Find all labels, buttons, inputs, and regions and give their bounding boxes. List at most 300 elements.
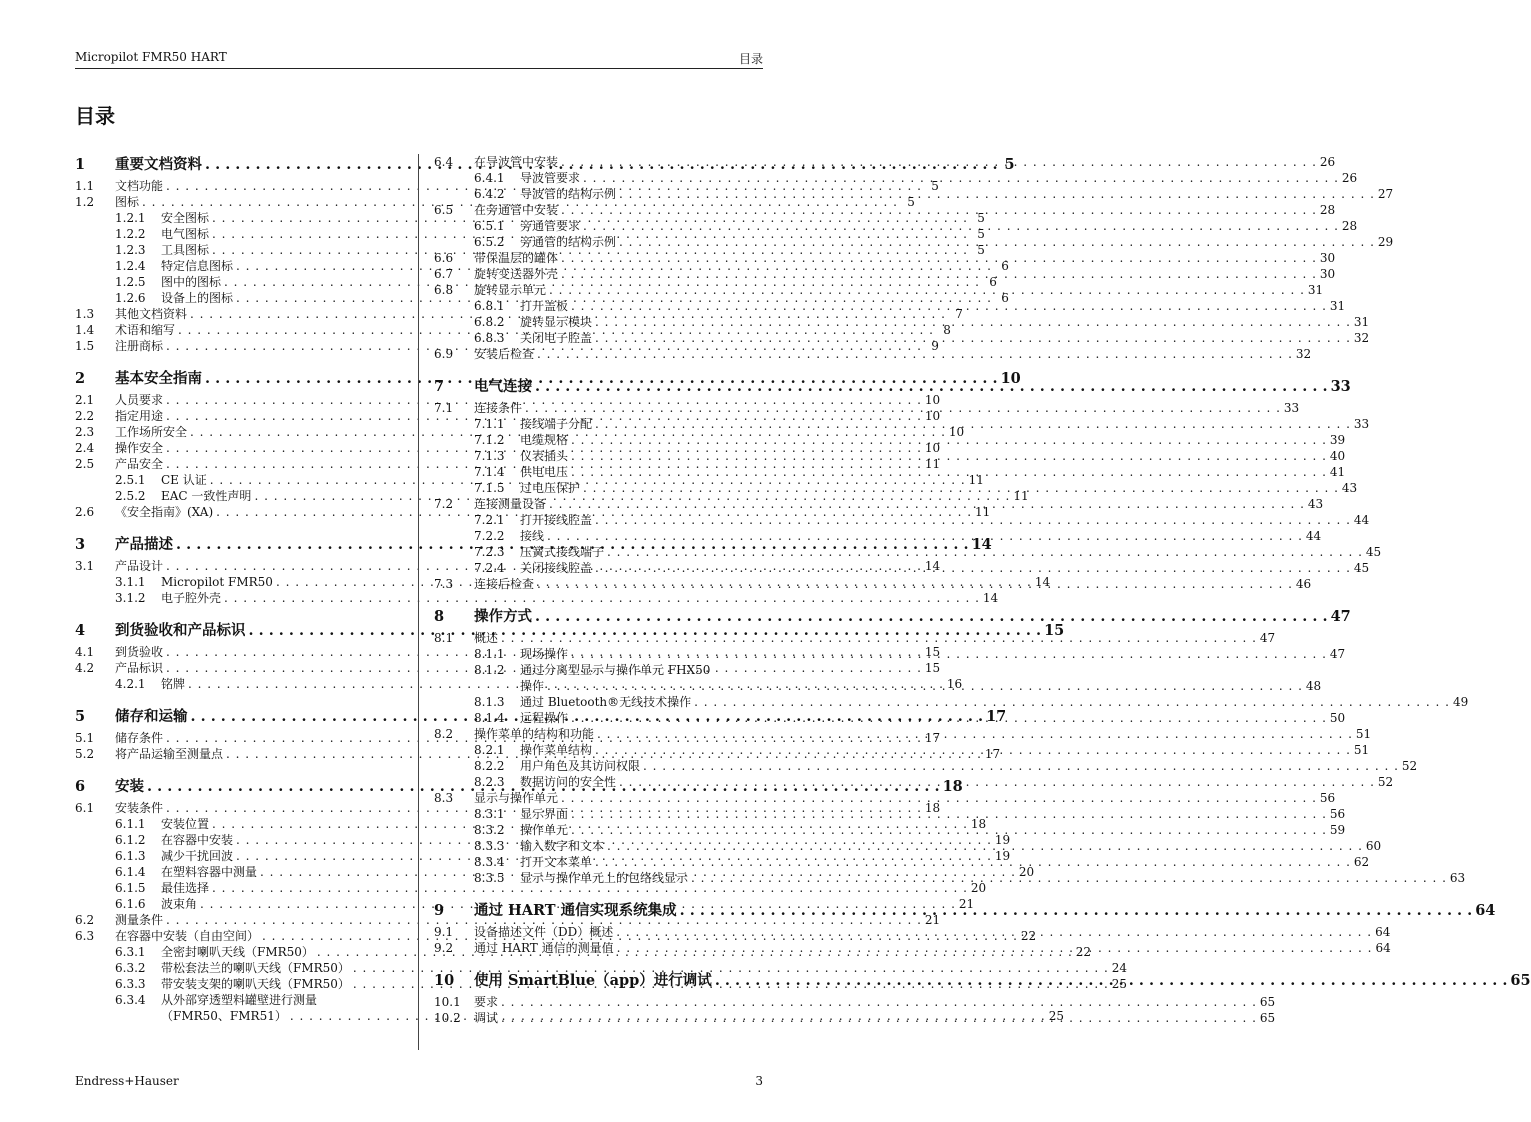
toc-entry-title: 电气连接: [474, 378, 532, 395]
toc-entry-page: 24: [1111, 961, 1128, 975]
toc-entry-number: 5: [75, 708, 86, 725]
toc-entry-title: 操作安全: [115, 441, 164, 455]
toc-entry-title: 测量条件: [115, 913, 164, 927]
toc-entry-title: 减少干扰回波: [161, 849, 234, 863]
toc-entry-number: 6.8.3: [474, 331, 505, 345]
toc-entry-page: 26: [1319, 155, 1336, 169]
toc-leader-dots: [501, 1010, 1257, 1026]
toc-entry-title: 特定信息图标: [161, 259, 234, 273]
toc-entry-number: 6.8.2: [474, 315, 505, 329]
toc-entry-page: 48: [1305, 679, 1322, 693]
toc-entry-number: 1.3: [75, 307, 95, 321]
toc-entry-title: 《安全指南》(XA): [115, 505, 214, 519]
toc-entry-number: 6.6: [434, 251, 454, 265]
toc-entry-number: 8.2.3: [474, 775, 505, 789]
toc-entry-sub[interactable]: [434, 186, 1394, 202]
toc-entry-number: 9.1: [434, 925, 454, 939]
header-section-name: 目录: [738, 52, 763, 66]
toc-leader-dots: [537, 576, 1293, 592]
toc-entry-page: 33: [1283, 401, 1300, 415]
toc-entry-title: 现场操作: [520, 647, 569, 661]
toc-entry-number: 1.4: [75, 323, 95, 337]
toc-entry-page: 45: [1365, 545, 1382, 559]
toc-entry-title: 接线: [520, 529, 545, 543]
toc-leader-dots: [561, 266, 1317, 282]
toc-entry-page: 26: [1341, 171, 1358, 185]
toc-entry-page: 30: [1319, 251, 1336, 265]
toc-entry-number: 1.2: [75, 195, 95, 209]
toc-entry-title: 设备上的图标: [161, 291, 234, 305]
toc-entry-title: 旁通管的结构示例: [520, 235, 617, 249]
toc-entry-title: 带松套法兰的喇叭天线（FMR50）: [161, 961, 350, 975]
toc-entry-title: 通过分离型显示与操作单元 FHX50: [520, 663, 711, 677]
toc-entry-number: 2.3: [75, 425, 95, 439]
toc-entry-page: 10: [1000, 370, 1021, 387]
toc-leader-dots: [595, 416, 1351, 432]
toc-entry-page: 28: [1341, 219, 1358, 233]
toc-leader-dots: [619, 186, 1375, 202]
toc-leader-dots: [561, 202, 1317, 218]
toc-entry-title: 输入数字和文本: [520, 839, 605, 853]
toc-leader-dots: [547, 528, 1303, 544]
toc-entry-title: 显示与操作单元上的包络线显示: [520, 871, 689, 885]
toc-entry-page: 51: [1353, 743, 1370, 757]
toc-entry-number: 8.3.2: [474, 823, 505, 837]
toc-entry-number: 10.2: [434, 1011, 461, 1025]
toc-entry-page: 46: [1295, 577, 1312, 591]
toc-entry-number: 1.2.3: [115, 243, 146, 257]
toc-entry-title: 仪表插头: [520, 449, 569, 463]
toc-entry-title: 通过 HART 通信实现系统集成: [474, 902, 677, 919]
toc-entry-page: 32: [1353, 331, 1370, 345]
toc-entry-title: 带安装支架的喇叭天线（FMR50）: [161, 977, 350, 991]
toc-entry-sub[interactable]: [75, 992, 405, 1008]
toc-entry-number: 6.5.1: [474, 219, 505, 233]
toc-leader-dots: [571, 822, 1327, 838]
toc-entry-number: 3.1: [75, 559, 95, 573]
toc-entry-page: 51: [1355, 727, 1372, 741]
toc-entry-sub[interactable]: [434, 314, 1370, 330]
toc-entry-page: 5: [977, 211, 985, 225]
toc-entry-title: 产品安全: [115, 457, 164, 471]
toc-entry-number: 6.3.2: [115, 961, 146, 975]
toc-entry-page: 33: [1330, 378, 1351, 395]
toc-entry-page: 64: [1475, 902, 1496, 919]
toc-entry-sec[interactable]: [434, 994, 1276, 1010]
toc-entry-title-continued: 操作: [520, 679, 545, 693]
toc-entry-title: 图中的图标: [161, 275, 222, 289]
toc-entry-title: 在导波管中安装: [474, 155, 559, 169]
toc-entry-number: 6.8.1: [474, 299, 505, 313]
toc-entry-page: 10: [924, 393, 941, 407]
toc-entry-number: 4.2: [75, 661, 95, 675]
toc-entry-title: 压簧式接线端子: [520, 545, 605, 559]
toc-entry-page: 10: [948, 425, 965, 439]
toc-entry-title: 产品描述: [115, 536, 173, 553]
toc-entry-number: 7.1.4: [474, 465, 505, 479]
toc-leader-dots: [571, 464, 1327, 480]
toc-entry-number: 8.2.1: [474, 743, 505, 757]
toc-entry-page: 15: [1044, 622, 1065, 639]
toc-leader-dots: [595, 560, 1351, 576]
toc-entry-title: 打开文本菜单: [520, 855, 593, 869]
toc-entry-title: 安装: [115, 778, 144, 795]
toc-entry-title: 旋转变送器外壳: [474, 267, 559, 281]
toc-entry-page: 18: [970, 817, 987, 831]
toc-entry-page: 25: [1111, 977, 1128, 991]
toc-entry-title: 电缆规格: [520, 433, 569, 447]
toc-entry-number: 8.1.4: [474, 711, 505, 725]
toc-entry-page: 64: [1375, 941, 1391, 955]
toc-leader-dots: [595, 330, 1351, 346]
toc-entry-page: 10: [924, 409, 941, 423]
toc-entry-sub[interactable]: [434, 758, 1418, 774]
toc-entry-sub[interactable]: [434, 170, 1358, 186]
toc-entry-page: 52: [1401, 759, 1418, 773]
toc-entry-page: 11: [1013, 489, 1029, 503]
toc-entry-number: 6.9: [434, 347, 454, 361]
toc-entry-title: 调试: [474, 1011, 499, 1025]
toc-entry-number: 6.1.3: [115, 849, 146, 863]
toc-entry-page: 32: [1295, 347, 1312, 361]
toc-entry-number: 7.1.1: [474, 417, 505, 431]
toc-entry-title: 安全图标: [161, 211, 210, 225]
toc-entry-title: 要求: [474, 995, 499, 1009]
toc-entry-sec[interactable]: [434, 346, 1312, 362]
toc-entry-page: 11: [975, 505, 991, 519]
toc-entry-title: 在旁通管中安装: [474, 203, 559, 217]
toc-leader-dots: [595, 314, 1351, 330]
toc-entry-number: 6.1.6: [115, 897, 146, 911]
toc-entry-number: 6.1.1: [115, 817, 146, 831]
toc-entry-sub[interactable]: [434, 234, 1394, 250]
toc-entry-title: 其他文档资料: [115, 307, 188, 321]
toc-entry-title: 安装位置: [161, 817, 210, 831]
toc-entry-title: 设备描述文件（DD）概述: [474, 925, 614, 939]
toc-entry-page: 31: [1329, 299, 1346, 313]
toc-entry-number: 8.1.3: [474, 695, 505, 709]
toc-leader-dots: [571, 710, 1327, 726]
toc-leader-dots: [583, 218, 1339, 234]
toc-entry-number: 1.2.1: [115, 211, 146, 225]
toc-entry-title: 安装条件: [115, 801, 164, 815]
toc-entry-number: 7.1.2: [474, 433, 505, 447]
toc-leader-dots: [583, 480, 1339, 496]
toc-leader-dots: [597, 726, 1353, 742]
toc-entry-number: 6.8: [434, 283, 454, 297]
toc-entry-number: 6.3: [75, 929, 95, 943]
toc-entry-number: 6.4: [434, 155, 454, 169]
toc-entry-sub[interactable]: [434, 694, 1469, 710]
toc-entry-title: 到货验收: [115, 645, 164, 659]
toc-entry-title: 图标: [115, 195, 140, 209]
toc-entry-page: 14: [924, 559, 941, 573]
toc-entry-title: 数据访问的安全性: [520, 775, 617, 789]
toc-entry-page: 20: [970, 881, 987, 895]
toc-entry-title: 旋转显示模块: [520, 315, 593, 329]
toc-entry-number: 6: [75, 778, 86, 795]
toc-entry-page: 22: [1020, 929, 1037, 943]
toc-entry-number: 7.2.4: [474, 561, 505, 575]
toc-entry-title: 安装后检查: [474, 347, 535, 361]
toc-entry-page: 47: [1259, 631, 1276, 645]
toc-entry-number: 3.1.1: [115, 575, 146, 589]
toc-entry-page: 20: [1018, 865, 1035, 879]
toc-entry-page: 59: [1329, 823, 1346, 837]
toc-entry-page: 17: [924, 731, 941, 745]
toc-entry-number: 1: [75, 156, 86, 173]
toc-entry-sec[interactable]: [434, 154, 1336, 170]
toc-entry-number: 9: [434, 902, 445, 919]
toc-entry-page: 22: [1075, 945, 1092, 959]
toc-entry-title: 储存条件: [115, 731, 164, 745]
toc-entry-title-continued: （FMR50、FMR51）: [161, 1009, 287, 1023]
toc-leader-dots: [617, 940, 1373, 956]
toc-entry-page: 10: [924, 441, 941, 455]
toc-entry-sub[interactable]: [75, 880, 987, 896]
toc-entry-number: 2.2: [75, 409, 95, 423]
toc-entry-title: 远程操作: [520, 711, 569, 725]
toc-entry-title: 在塑料容器中测量: [161, 865, 258, 879]
toc-entry-number: 1.5: [75, 339, 95, 353]
toc-entry-title: 工具图标: [161, 243, 210, 257]
toc-entry-title: 工作场所安全: [115, 425, 188, 439]
toc-leader-dots: [549, 282, 1305, 298]
toc-entry-sec[interactable]: [434, 250, 1336, 266]
toc-entry-number: 6.1: [75, 801, 95, 815]
toc-entry-title: 带保温层的罐体: [474, 251, 559, 265]
toc-entry-sec[interactable]: [434, 282, 1324, 298]
toc-entry-page: 47: [1330, 608, 1351, 625]
toc-entry-page: 29: [1377, 235, 1394, 249]
toc-leader-dots: [549, 496, 1305, 512]
toc-entry-title: 文档功能: [115, 179, 164, 193]
toc-entry-page: 52: [1377, 775, 1394, 789]
toc-entry-page: 6: [1001, 259, 1009, 273]
toc-entry-number: 10: [434, 972, 455, 989]
toc-entry-number: 4.2.1: [115, 677, 146, 691]
toc-leader-dots: [619, 234, 1375, 250]
toc-entry-sec[interactable]: [434, 266, 1336, 282]
toc-entry-number: 3.1.2: [115, 591, 146, 605]
toc-entry-number: 1.2.2: [115, 227, 146, 241]
toc-entry-title: 关闭电子腔盖: [520, 331, 593, 345]
toc-entry-title: 过电压保护: [520, 481, 581, 495]
toc-entry-number: 6.5.2: [474, 235, 505, 249]
page-title: 目录: [75, 104, 115, 128]
toc-entry-page: 47: [1329, 647, 1346, 661]
toc-entry-page: 60: [1365, 839, 1382, 853]
toc-entry-sub[interactable]: [434, 330, 1370, 346]
toc-entry-page: 56: [1319, 791, 1336, 805]
toc-entry-page: 11: [924, 457, 941, 471]
toc-entry-number: 8.2.2: [474, 759, 505, 773]
toc-entry-title: 连接条件: [474, 401, 523, 415]
toc-leader-dots: [501, 994, 1257, 1010]
toc-entry-title: 从外部穿透塑料罐壁进行测量: [161, 993, 318, 1007]
toc-entry-title: 最佳选择: [161, 881, 210, 895]
toc-leader-dots: [561, 154, 1317, 170]
toc-entry-number: 7.1.3: [474, 449, 505, 463]
toc-entry-title: 操作方式: [474, 608, 532, 625]
toc-entry-page: 62: [1353, 855, 1370, 869]
toc-entry-title: 指定用途: [115, 409, 164, 423]
toc-entry-page: 65: [1510, 972, 1531, 989]
toc-entry-page: 44: [1305, 529, 1322, 543]
toc-entry-number: 6.1.5: [115, 881, 146, 895]
toc-entry-page: 50: [1329, 711, 1346, 725]
toc-entry-number: 6.2: [75, 913, 95, 927]
toc-entry-number: 6.5: [434, 203, 454, 217]
toc-entry-page: 19: [994, 849, 1011, 863]
toc-entry-number: 7.2.3: [474, 545, 505, 559]
toc-entry-number: 8.1: [434, 631, 454, 645]
toc-entry-title: 导波管要求: [520, 171, 581, 185]
toc-entry-sub[interactable]: [75, 960, 1128, 976]
toc-entry-page: 56: [1329, 807, 1346, 821]
toc-entry-number: 6.3.4: [115, 993, 146, 1007]
toc-entry-sub[interactable]: [75, 590, 999, 606]
toc-entry-number: 2: [75, 370, 86, 387]
toc-entry-title: 接线端子分配: [520, 417, 593, 431]
toc-entry-page: 31: [1353, 315, 1370, 329]
toc-entry-title: 操作菜单的结构和功能: [474, 727, 595, 741]
toc-entry-number: 2.5.1: [115, 473, 146, 487]
toc-leader-dots: [501, 630, 1257, 646]
toc-leader-dots: [595, 742, 1351, 758]
toc-entry-page: 19: [994, 833, 1011, 847]
toc-entry-number: 7.3: [434, 577, 454, 591]
toc-entry-page: 64: [1375, 925, 1391, 939]
toc-leader-dots: [561, 250, 1317, 266]
header-divider: [75, 68, 763, 69]
toc-entry-number: 8.3.4: [474, 855, 505, 869]
toc-entry-number: 8.3.5: [474, 871, 505, 885]
toc-entry-page: 14: [1034, 575, 1051, 589]
toc-entry-number: 2.4: [75, 441, 95, 455]
toc-entry-number: 4.1: [75, 645, 95, 659]
footer-company: Endress+Hauser: [75, 1074, 179, 1088]
toc-entry-title: 基本安全指南: [115, 370, 202, 387]
toc-entry-title: 在容器中安装: [161, 833, 234, 847]
toc-leader-dots: [571, 448, 1327, 464]
toc-entry-page: 17: [984, 747, 1001, 761]
toc-entry-sec[interactable]: [75, 912, 941, 928]
toc-leader-dots: [561, 790, 1317, 806]
toc-entry-chap[interactable]: [434, 606, 1351, 628]
toc-entry-page: 49: [1453, 695, 1469, 709]
toc-leader-dots: [643, 758, 1399, 774]
toc-entry-number: 6.1.4: [115, 865, 146, 879]
toc-leader-dots: [535, 376, 1328, 398]
toc-entry-title: 使用 SmartBlue（app）进行调试: [474, 972, 712, 989]
toc-entry-number: 8: [434, 608, 445, 625]
toc-entry-number: 2.6: [75, 505, 95, 519]
toc-entry-number: 7.2.2: [474, 529, 505, 543]
toc-entry-number: 8.2: [434, 727, 454, 741]
toc-leader-dots: [595, 854, 1351, 870]
toc-entry-page: 7: [955, 307, 963, 321]
toc-entry-title: 电子腔外壳: [161, 591, 222, 605]
toc-entry-number: 2.5.2: [115, 489, 146, 503]
toc-entry-number: 6.3.3: [115, 977, 146, 991]
toc-leader-dots: [680, 900, 1473, 922]
toc-leader-dots: [715, 970, 1508, 992]
toc-entry-page: 45: [1353, 561, 1370, 575]
toc-entry-page: 28: [1319, 203, 1336, 217]
toc-entry-page: 31: [1307, 283, 1324, 297]
toc-entry-title: 通过 HART 通信的测量值: [474, 941, 614, 955]
toc-entry-title: 电气图标: [161, 227, 210, 241]
toc-entry-number: 6.7: [434, 267, 454, 281]
toc-entry-title: 连接测量设备: [474, 497, 547, 511]
toc-entry-page: 65: [1259, 1011, 1276, 1025]
toc-entry-page: 17: [986, 708, 1007, 725]
toc-entry-title: 操作单元: [520, 823, 569, 837]
toc-entry-number: 1.1: [75, 179, 95, 193]
toc-entry-title: 术语和缩写: [115, 323, 176, 337]
toc-entry-page: 21: [958, 897, 975, 911]
toc-leader-dots: [619, 774, 1375, 790]
toc-entry-number: 1.2.4: [115, 259, 146, 273]
toc-entry-number: 8.1.2: [474, 663, 505, 677]
toc-entry-title: 显示界面: [520, 807, 569, 821]
toc-entry-page: 18: [924, 801, 941, 815]
toc-entry-title: 在容器中安装（自由空间）: [115, 929, 260, 943]
toc-entry-page: 65: [1259, 995, 1276, 1009]
toc-entry-page: 30: [1319, 267, 1336, 281]
toc-entry-sub[interactable]: [434, 298, 1346, 314]
toc-entry-page: 40: [1329, 449, 1346, 463]
toc-entry-number: 2.1: [75, 393, 95, 407]
toc-entry-page: 21: [924, 913, 941, 927]
toc-entry-number: 2.5: [75, 457, 95, 471]
toc-entry-title: 打开盖板: [520, 299, 569, 313]
toc-leader-dots: [525, 400, 1281, 416]
toc-entry-title: 将产品运输至测量点: [115, 747, 224, 761]
toc-entry-number: 8.3: [434, 791, 454, 805]
toc-entry-page: 44: [1353, 513, 1370, 527]
toc-entry-number: 8.3.1: [474, 807, 505, 821]
toc-entry-number: 6.4.1: [474, 171, 505, 185]
toc-entry-sec[interactable]: [434, 202, 1336, 218]
toc-entry-sub[interactable]: [434, 662, 763, 678]
toc-leader-dots: [694, 694, 1450, 710]
toc-leader-dots: [571, 646, 1327, 662]
toc-entry-page: 63: [1449, 871, 1466, 885]
toc-entry-page: 41: [1329, 465, 1346, 479]
toc-entry-number: 9.2: [434, 941, 454, 955]
toc-entry-title: 概述: [474, 631, 499, 645]
toc-entry-title: 注册商标: [115, 339, 164, 353]
toc-entry-number: 6.1.2: [115, 833, 146, 847]
toc-leader-dots: [607, 838, 1363, 854]
toc-entry-page: 8: [943, 323, 951, 337]
toc-entry-title: 到货验收和产品标识: [115, 622, 246, 639]
toc-entry-sec[interactable]: [434, 790, 1336, 806]
toc-entry-number: 7: [434, 378, 445, 395]
toc-entry-number: 8.1.1: [474, 647, 505, 661]
toc-entry-sub[interactable]: [434, 218, 1358, 234]
toc-entry-page: 27: [1377, 187, 1394, 201]
toc-entry-title: 导波管的结构示例: [520, 187, 617, 201]
toc-entry-page: 5: [977, 227, 985, 241]
toc-entry-page: 14: [982, 591, 999, 605]
toc-entry-number: 7.1.5: [474, 481, 505, 495]
toc-entry-sub[interactable]: [434, 528, 1322, 544]
toc-entry-title: EAC 一致性声明: [161, 489, 252, 503]
toc-entry-page: 14: [971, 536, 992, 553]
